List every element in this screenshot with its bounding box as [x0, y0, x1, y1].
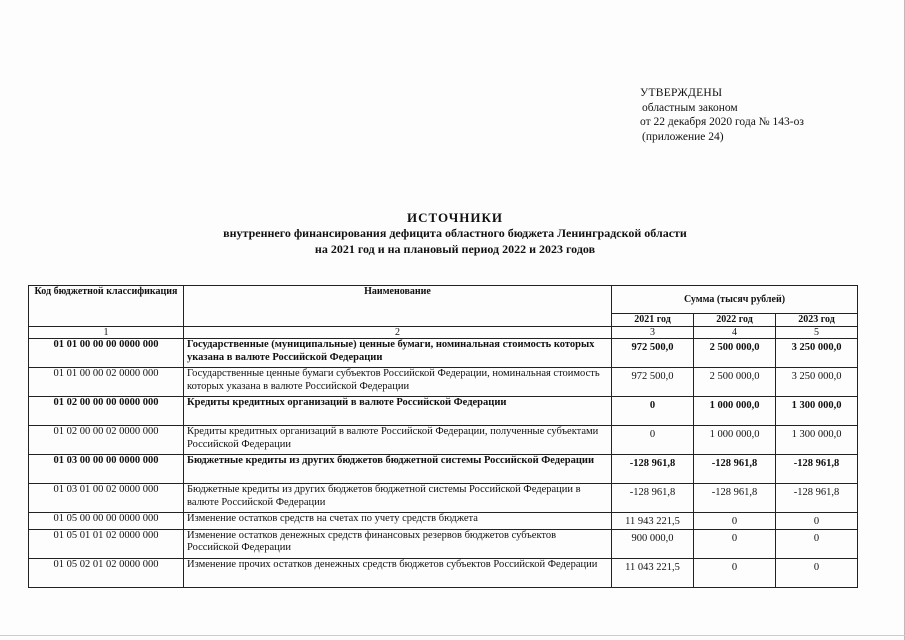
row-code: 01 01 00 00 02 0000 000 [29, 368, 184, 397]
table-row [29, 558, 858, 587]
row-name: Государственные ценные бумаги субъектов Российской Федерации, номинальная стоимость которых указана в валюте Российской Федерации [184, 368, 612, 397]
row-value-2023: 1 300 000,0 [776, 426, 858, 455]
header-year-2021: 2021 год [612, 313, 694, 327]
header-year-2022: 2022 год [694, 313, 776, 327]
header-sum: Сумма (тысяч рублей) [612, 286, 858, 314]
row-code: 01 03 01 00 02 0000 000 [29, 484, 184, 513]
index-cell: 3 [612, 327, 694, 339]
index-cell: 5 [776, 327, 858, 339]
row-value-2023: 3 250 000,0 [776, 339, 858, 368]
row-value-2023: 0 [776, 529, 858, 558]
table-index-row [29, 327, 858, 339]
row-value-2021: 11 043 221,5 [612, 558, 694, 587]
row-value-2023: 0 [776, 513, 858, 530]
row-code: 01 05 02 01 02 0000 000 [29, 558, 184, 587]
table-row [29, 426, 858, 455]
document-subtitle: внутреннего финансирования дефицита областного бюджета Ленинградской области [223, 226, 687, 240]
header-name: Наименование [184, 286, 612, 327]
row-value-2023: 3 250 000,0 [776, 368, 858, 397]
row-value-2021: 972 500,0 [612, 339, 694, 368]
row-value-2021: -128 961,8 [612, 455, 694, 484]
row-value-2021: 900 000,0 [612, 529, 694, 558]
row-name: Изменение остатков денежных средств финансовых резервов бюджетов субъектов Российской Федерации [184, 529, 612, 558]
table-row [29, 513, 858, 530]
row-value-2022: 0 [694, 513, 776, 530]
row-value-2022: -128 961,8 [694, 455, 776, 484]
row-code: 01 02 00 00 00 0000 000 [29, 397, 184, 426]
table-row [29, 339, 858, 368]
row-name: Изменение прочих остатков денежных средств бюджетов субъектов Российской Федерации [184, 558, 612, 587]
row-code: 01 05 00 00 00 0000 000 [29, 513, 184, 530]
row-name: Бюджетные кредиты из других бюджетов бюджетной системы Российской Федерации в валюте Российской Федерации [184, 484, 612, 513]
row-value-2021: 11 943 221,5 [612, 513, 694, 530]
row-name: Кредиты кредитных организаций в валюте Российской Федерации, полученные субъектами Российской Федерации [184, 426, 612, 455]
row-value-2023: -128 961,8 [776, 484, 858, 513]
table-row [29, 455, 858, 484]
row-name: Кредиты кредитных организаций в валюте Российской Федерации [184, 397, 612, 426]
row-value-2023: -128 961,8 [776, 455, 858, 484]
scan-edge [0, 635, 905, 636]
row-value-2021: 0 [612, 397, 694, 426]
approval-appendix: (приложение 24) [642, 130, 724, 143]
row-value-2022: 0 [694, 529, 776, 558]
row-value-2022: 2 500 000,0 [694, 368, 776, 397]
row-name: Изменение остатков средств на счетах по учету средств бюджета [184, 513, 612, 530]
approval-date: от 22 декабря 2020 года № 143-оз [640, 116, 804, 128]
row-value-2021: 0 [612, 426, 694, 455]
approval-heading: УТВЕРЖДЕНЫ [640, 87, 723, 99]
document-period: на 2021 год и на плановый период 2022 и 2023 годов [314, 242, 596, 256]
index-cell: 2 [184, 327, 612, 339]
row-name: Бюджетные кредиты из других бюджетов бюджетной системы Российской Федерации [184, 455, 612, 484]
index-cell: 1 [29, 327, 184, 339]
row-value-2022: -128 961,8 [694, 484, 776, 513]
row-value-2022: 1 000 000,0 [694, 426, 776, 455]
row-code: 01 01 00 00 00 0000 000 [29, 339, 184, 368]
approval-block [640, 86, 804, 144]
document-title: ИСТОЧНИКИ [406, 210, 504, 225]
table-header-row [29, 286, 858, 314]
row-value-2023: 1 300 000,0 [776, 397, 858, 426]
table-row [29, 368, 858, 397]
row-value-2022: 0 [694, 558, 776, 587]
table-row [29, 484, 858, 513]
table-row [29, 529, 858, 558]
row-value-2023: 0 [776, 558, 858, 587]
row-value-2022: 2 500 000,0 [694, 339, 776, 368]
row-code: 01 02 00 00 02 0000 000 [29, 426, 184, 455]
header-code: Код бюджетной классификация [29, 286, 184, 327]
index-cell: 4 [694, 327, 776, 339]
header-year-2023: 2023 год [776, 313, 858, 327]
approval-law: областным законом [642, 101, 738, 114]
table-row [29, 397, 858, 426]
row-name: Государственные (муниципальные) ценные бумаги, номинальная стоимость которых указана в валюте Российской Федерации [184, 339, 612, 368]
row-value-2021: 972 500,0 [612, 368, 694, 397]
row-value-2021: -128 961,8 [612, 484, 694, 513]
row-code: 01 05 01 01 02 0000 000 [29, 529, 184, 558]
sources-table [28, 285, 858, 588]
row-code: 01 03 00 00 00 0000 000 [29, 455, 184, 484]
row-value-2022: 1 000 000,0 [694, 397, 776, 426]
